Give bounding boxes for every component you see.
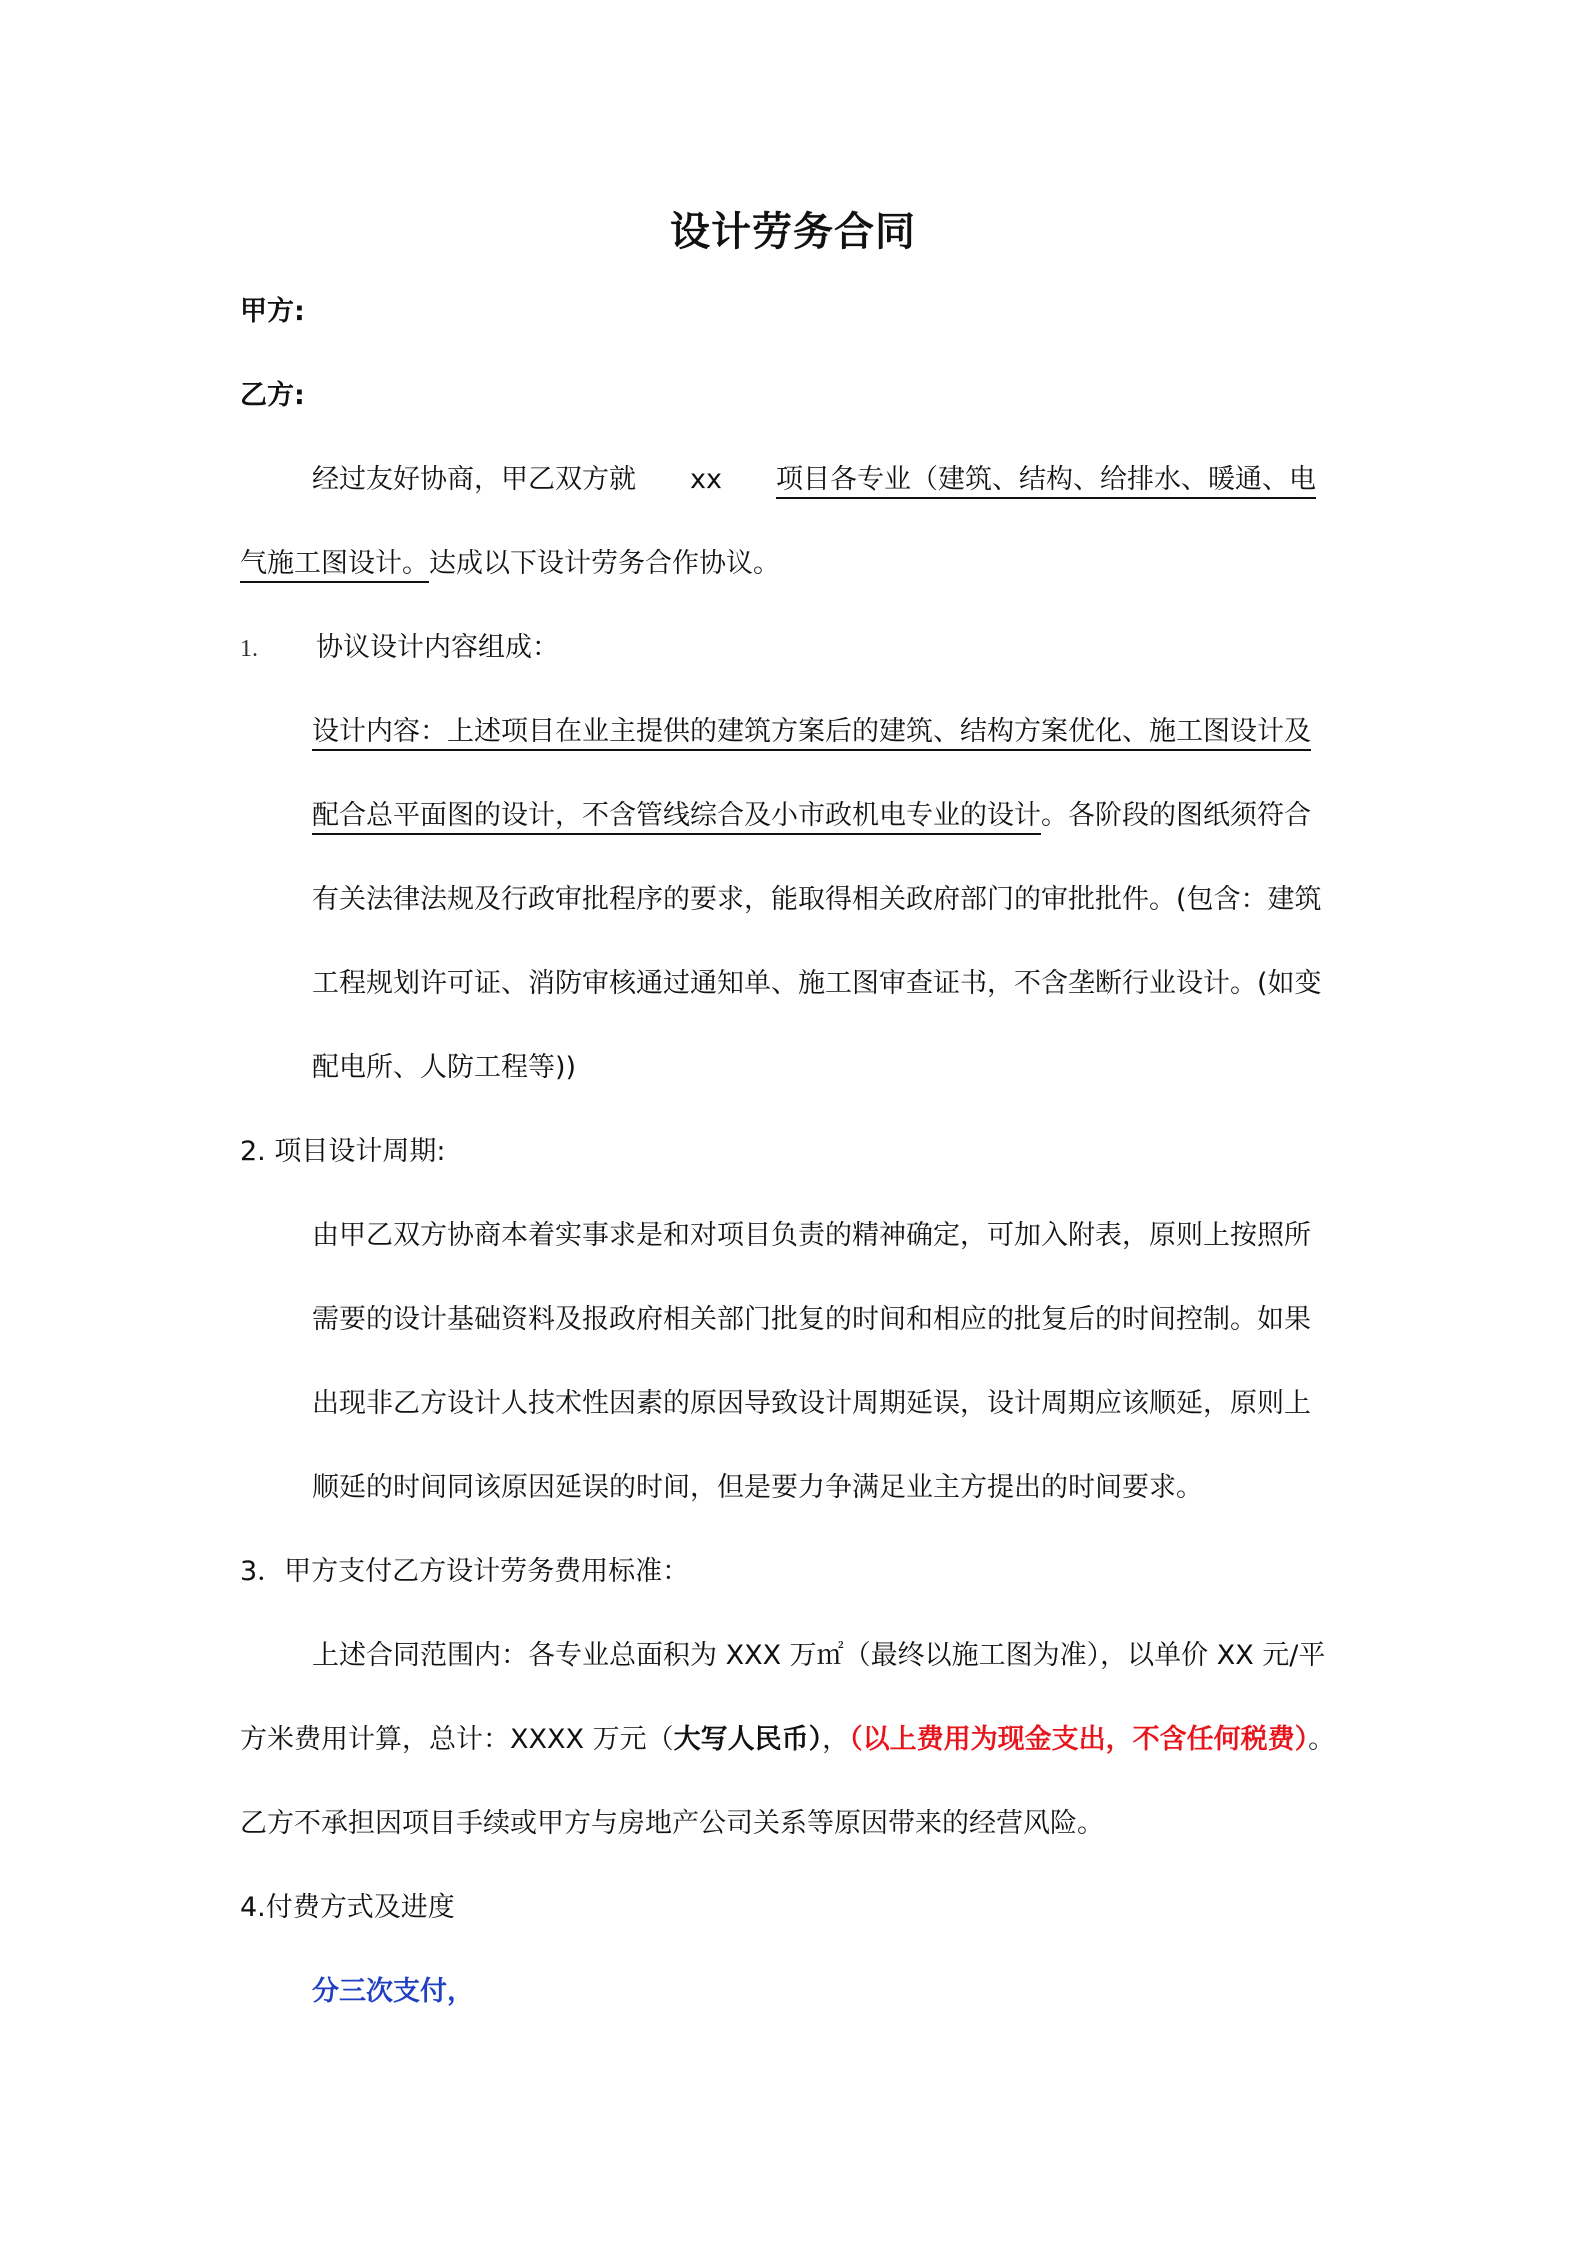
- payment-installments: 分三次支付，: [312, 1976, 474, 2007]
- design-content-text: 上述项目在业主提供的建筑方案后的建筑、结构方案优化、施工图设计及: [447, 716, 1311, 747]
- party-b-label: 乙方:: [240, 380, 305, 411]
- intro-text-c: 气施工图设计。: [240, 548, 429, 579]
- intro-text-d: 达成以下设计劳务合作协议。: [429, 548, 780, 579]
- fee-uppercase-text: 大写人民币）: [673, 1724, 823, 1755]
- intro-text-b: 项目各专业（建筑、结构、给排水、暖通、电: [776, 464, 1316, 495]
- section-2-heading: 2. 项目设计周期:: [240, 1136, 446, 1167]
- section-1-line-5: 配电所、人防工程等)): [312, 1052, 577, 1083]
- fee-tax-note: （以上费用为现金支出，不含任何税费）: [849, 1724, 1309, 1755]
- fee-period: 。: [1308, 1724, 1336, 1755]
- section-2-line-1: 由甲乙双方协商本着实事求是和对项目负责的精神确定，可加入附表，原则上按照所: [312, 1220, 1311, 1251]
- intro-text-a: 经过友好协商，甲乙双方就: [312, 464, 636, 495]
- project-name-placeholder: xx: [690, 464, 722, 495]
- document-title: 设计劳务合同: [670, 209, 916, 255]
- design-content-text-2: 配合总平面图的设计，不含管线综合及小市政机电专业的设计: [312, 800, 1041, 831]
- section-1-line-2: [312, 796, 1422, 836]
- section-2-line-2: 需要的设计基础资料及报政府相关部门批复的时间和相应的批复后的时间控制。如果: [312, 1304, 1311, 1335]
- section-1-heading: [240, 628, 1350, 669]
- party-a-label: 甲方:: [240, 296, 305, 327]
- project-name-blank: [636, 464, 1316, 495]
- section-1-line-3: 有关法律法规及行政审批程序的要求，能取得相关政府部门的审批批件。(包含：建筑: [312, 884, 1322, 915]
- section-1-title: 协议设计内容组成：: [316, 632, 559, 663]
- section-1-line-4: 工程规划许可证、消防审核通过通知单、施工图审查证书，不含垄断行业设计。(如变: [312, 968, 1322, 999]
- fee-total-text: 方米费用计算，总计：XXXX 万元（: [240, 1724, 674, 1755]
- section-3-line-2: [240, 1720, 1350, 1760]
- intro-line-2: [240, 544, 1350, 584]
- design-content-text-3: 。各阶段的图纸须符合: [1041, 800, 1311, 831]
- section-1-number: 1.: [240, 636, 258, 662]
- section-2-line-4: 顺延的时间同该原因延误的时间，但是要力争满足业主方提出的时间要求。: [312, 1472, 1203, 1503]
- section-4-heading: 4.付费方式及进度: [240, 1892, 455, 1923]
- fee-comma: ，: [822, 1724, 850, 1755]
- section-3-line-1: 上述合同范围内：各专业总面积为 XXX 万㎡（最终以施工图为准），以单价 XX 元/平: [312, 1640, 1326, 1671]
- section-2-line-3: 出现非乙方设计人技术性因素的原因导致设计周期延误，设计周期应该顺延，原则上: [312, 1388, 1311, 1419]
- section-3-line-3: 乙方不承担因项目手续或甲方与房地产公司关系等原因带来的经营风险。: [240, 1808, 1104, 1839]
- section-1-line-1: [312, 712, 1422, 752]
- intro-line-1: [312, 460, 1422, 500]
- design-content-label: 设计内容：: [312, 716, 447, 747]
- section-3-heading: 3．甲方支付乙方设计劳务费用标准：: [240, 1556, 690, 1587]
